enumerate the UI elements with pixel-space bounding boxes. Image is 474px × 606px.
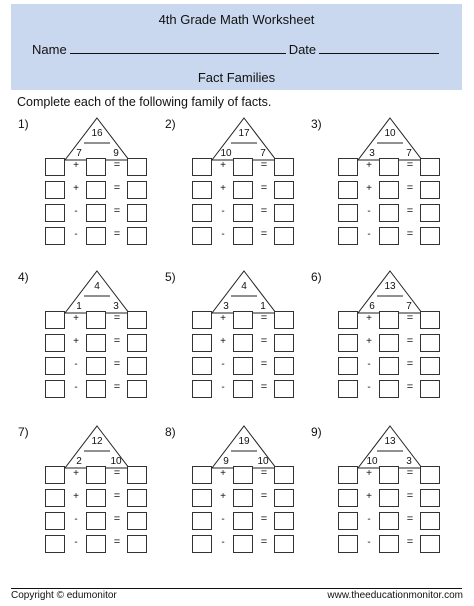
operator-sign: +: [220, 160, 226, 171]
equation-row: [338, 380, 448, 398]
answer-box[interactable]: [192, 181, 212, 199]
answer-box[interactable]: [233, 489, 253, 507]
operator-sign: -: [74, 359, 78, 370]
equals-sign: =: [113, 467, 121, 479]
equation-row: [192, 466, 302, 484]
fact-family-problem: [165, 270, 315, 405]
answer-box[interactable]: [45, 380, 65, 398]
equation-row: [45, 334, 155, 352]
equals-sign: =: [260, 228, 268, 240]
answer-box[interactable]: [420, 204, 440, 222]
answer-box[interactable]: [127, 227, 147, 245]
answer-box[interactable]: [379, 357, 399, 375]
equation-row: [45, 512, 155, 530]
equals-sign: =: [260, 335, 268, 347]
answer-box[interactable]: [192, 334, 212, 352]
equation-row: [338, 158, 448, 176]
operator-sign: -: [74, 537, 78, 548]
triangle-left-number: 9: [223, 456, 229, 467]
operator-sign: +: [73, 468, 79, 479]
answer-box[interactable]: [45, 489, 65, 507]
operator-sign: -: [367, 229, 371, 240]
equals-sign: =: [113, 228, 121, 240]
answer-box[interactable]: [274, 512, 294, 530]
fact-family-problem: [18, 117, 168, 252]
answer-box[interactable]: [45, 334, 65, 352]
answer-box[interactable]: [127, 158, 147, 176]
operator-sign: +: [220, 183, 226, 194]
operator-sign: -: [367, 382, 371, 393]
operator-sign: -: [221, 514, 225, 525]
equation-row: [45, 357, 155, 375]
equation-row: [45, 204, 155, 222]
answer-box[interactable]: [379, 512, 399, 530]
equals-sign: =: [113, 513, 121, 525]
answer-box[interactable]: [338, 535, 358, 553]
answer-box[interactable]: [420, 535, 440, 553]
answer-box[interactable]: [379, 227, 399, 245]
triangle-top-number: 13: [384, 281, 396, 292]
fact-family-problem: [165, 117, 315, 252]
equals-sign: =: [406, 228, 414, 240]
answer-box[interactable]: [127, 380, 147, 398]
equals-sign: =: [406, 536, 414, 548]
equals-sign: =: [113, 182, 121, 194]
equation-row: [192, 357, 302, 375]
answer-box[interactable]: [338, 158, 358, 176]
answer-box[interactable]: [379, 181, 399, 199]
answer-box[interactable]: [233, 334, 253, 352]
answer-box[interactable]: [233, 158, 253, 176]
answer-box[interactable]: [338, 311, 358, 329]
answer-box[interactable]: [45, 181, 65, 199]
operator-sign: -: [221, 229, 225, 240]
equals-sign: =: [406, 467, 414, 479]
footer-url[interactable]: www.theeducationmonitor.com: [327, 590, 463, 601]
answer-box[interactable]: [274, 204, 294, 222]
answer-box[interactable]: [233, 535, 253, 553]
answer-box[interactable]: [420, 489, 440, 507]
answer-box[interactable]: [192, 466, 212, 484]
triangle-left-number: 7: [76, 148, 82, 159]
triangle-left-number: 2: [76, 456, 82, 467]
answer-box[interactable]: [45, 158, 65, 176]
answer-box[interactable]: [379, 535, 399, 553]
footer-divider: [11, 588, 462, 589]
triangle-left-number: 6: [369, 301, 375, 312]
equals-sign: =: [406, 159, 414, 171]
triangle-top-number: 12: [91, 436, 103, 447]
equals-sign: =: [260, 205, 268, 217]
answer-box[interactable]: [127, 489, 147, 507]
equation-row: [45, 535, 155, 553]
footer-copyright: Copyright © edumonitor: [11, 590, 117, 601]
equals-sign: =: [260, 490, 268, 502]
answer-box[interactable]: [338, 334, 358, 352]
operator-sign: +: [366, 491, 372, 502]
answer-box[interactable]: [274, 181, 294, 199]
answer-box[interactable]: [127, 512, 147, 530]
operator-sign: +: [220, 336, 226, 347]
answer-box[interactable]: [86, 466, 106, 484]
answer-box[interactable]: [127, 466, 147, 484]
answer-box[interactable]: [420, 311, 440, 329]
triangle-right-number: 7: [406, 148, 412, 159]
equals-sign: =: [113, 312, 121, 324]
answer-box[interactable]: [192, 357, 212, 375]
answer-box[interactable]: [274, 489, 294, 507]
answer-box[interactable]: [127, 181, 147, 199]
answer-box[interactable]: [192, 227, 212, 245]
triangle-left-number: 3: [223, 301, 229, 312]
answer-box[interactable]: [86, 512, 106, 530]
fact-family-problem: [18, 425, 168, 560]
triangle-right-number: 10: [110, 456, 122, 467]
operator-sign: +: [73, 313, 79, 324]
name-date-line: [32, 42, 439, 57]
answer-box[interactable]: [192, 311, 212, 329]
triangle-right-number: 7: [260, 148, 266, 159]
answer-box[interactable]: [420, 158, 440, 176]
triangle-right-number: 10: [257, 456, 269, 467]
equals-sign: =: [406, 205, 414, 217]
answer-box[interactable]: [379, 334, 399, 352]
equals-sign: =: [406, 381, 414, 393]
triangle-left-number: 1: [76, 301, 82, 312]
triangle-top-number: 17: [238, 128, 250, 139]
answer-box[interactable]: [192, 489, 212, 507]
worksheet-title: 4th Grade Math Worksheet: [158, 12, 315, 27]
answer-box[interactable]: [86, 535, 106, 553]
answer-box[interactable]: [45, 204, 65, 222]
problem-number: 3): [311, 117, 322, 131]
operator-sign: +: [366, 468, 372, 479]
answer-box[interactable]: [127, 535, 147, 553]
equation-row: [45, 181, 155, 199]
answer-box[interactable]: [274, 334, 294, 352]
date-label: Date: [288, 42, 317, 57]
operator-sign: +: [220, 468, 226, 479]
answer-box[interactable]: [420, 512, 440, 530]
equals-sign: =: [113, 536, 121, 548]
triangle-top-number: 10: [384, 128, 396, 139]
equals-sign: =: [260, 182, 268, 194]
operator-sign: +: [366, 336, 372, 347]
equation-row: [45, 466, 155, 484]
problem-number: 6): [311, 270, 322, 284]
answer-box[interactable]: [45, 466, 65, 484]
triangle-right-number: 3: [113, 301, 119, 312]
operator-sign: -: [221, 537, 225, 548]
equation-row: [192, 512, 302, 530]
operator-sign: +: [220, 491, 226, 502]
answer-box[interactable]: [338, 466, 358, 484]
equation-row: [45, 311, 155, 329]
equals-sign: =: [113, 159, 121, 171]
answer-box[interactable]: [86, 334, 106, 352]
answer-box[interactable]: [233, 204, 253, 222]
problem-number: 8): [165, 425, 176, 439]
problem-number: 2): [165, 117, 176, 131]
name-blank[interactable]: [70, 42, 286, 54]
equation-row: [45, 380, 155, 398]
triangle-top-number: 4: [94, 281, 100, 292]
triangle-top-number: 19: [238, 436, 250, 447]
answer-box[interactable]: [86, 204, 106, 222]
triangle-top-number: 13: [384, 436, 396, 447]
operator-sign: -: [367, 359, 371, 370]
operator-sign: +: [73, 160, 79, 171]
instructions: Complete each of the following family of facts.: [17, 95, 272, 109]
answer-box[interactable]: [338, 204, 358, 222]
answer-box[interactable]: [45, 311, 65, 329]
problem-number: 1): [18, 117, 29, 131]
equals-sign: =: [260, 358, 268, 370]
answer-box[interactable]: [192, 204, 212, 222]
triangle-right-number: 7: [406, 301, 412, 312]
equation-row: [45, 227, 155, 245]
triangle-top-number: 4: [241, 281, 247, 292]
operator-sign: -: [74, 229, 78, 240]
operator-sign: -: [221, 359, 225, 370]
answer-box[interactable]: [192, 380, 212, 398]
answer-box[interactable]: [45, 357, 65, 375]
equals-sign: =: [406, 513, 414, 525]
equation-row: [192, 535, 302, 553]
answer-box[interactable]: [233, 357, 253, 375]
equals-sign: =: [406, 182, 414, 194]
equals-sign: =: [113, 381, 121, 393]
answer-box[interactable]: [274, 227, 294, 245]
equation-row: [45, 489, 155, 507]
equals-sign: =: [260, 467, 268, 479]
answer-box[interactable]: [127, 204, 147, 222]
answer-box[interactable]: [274, 535, 294, 553]
equation-row: [192, 204, 302, 222]
triangle-left-number: 3: [369, 148, 375, 159]
answer-box[interactable]: [379, 158, 399, 176]
operator-sign: -: [367, 537, 371, 548]
answer-box[interactable]: [379, 489, 399, 507]
answer-box[interactable]: [192, 535, 212, 553]
answer-box[interactable]: [127, 357, 147, 375]
equation-row: [338, 227, 448, 245]
answer-box[interactable]: [420, 380, 440, 398]
answer-box[interactable]: [274, 466, 294, 484]
equals-sign: =: [260, 159, 268, 171]
fact-family-problem: [165, 425, 315, 560]
answer-box[interactable]: [274, 158, 294, 176]
answer-box[interactable]: [379, 204, 399, 222]
answer-box[interactable]: [86, 489, 106, 507]
answer-box[interactable]: [420, 357, 440, 375]
answer-box[interactable]: [338, 357, 358, 375]
equals-sign: =: [113, 205, 121, 217]
answer-box[interactable]: [338, 489, 358, 507]
problem-number: 5): [165, 270, 176, 284]
answer-box[interactable]: [420, 227, 440, 245]
equation-row: [192, 158, 302, 176]
equals-sign: =: [260, 381, 268, 393]
answer-box[interactable]: [45, 535, 65, 553]
operator-sign: -: [367, 206, 371, 217]
equation-row: [338, 466, 448, 484]
problem-number: 7): [18, 425, 29, 439]
operator-sign: -: [74, 382, 78, 393]
equation-row: [338, 357, 448, 375]
equation-row: [338, 181, 448, 199]
worksheet-header: [11, 4, 462, 90]
answer-box[interactable]: [86, 158, 106, 176]
answer-box[interactable]: [338, 380, 358, 398]
equation-row: [338, 311, 448, 329]
fact-family-problem: [311, 425, 461, 560]
answer-box[interactable]: [192, 512, 212, 530]
answer-box[interactable]: [233, 512, 253, 530]
equals-sign: =: [406, 335, 414, 347]
answer-box[interactable]: [420, 181, 440, 199]
equation-row: [192, 311, 302, 329]
operator-sign: +: [366, 313, 372, 324]
triangle-left-number: 10: [366, 456, 378, 467]
answer-box[interactable]: [274, 311, 294, 329]
operator-sign: +: [366, 160, 372, 171]
equation-row: [192, 181, 302, 199]
operator-sign: +: [220, 313, 226, 324]
operator-sign: +: [73, 336, 79, 347]
triangle-left-number: 10: [220, 148, 232, 159]
answer-box[interactable]: [45, 512, 65, 530]
triangle-right-number: 9: [113, 148, 119, 159]
equals-sign: =: [406, 358, 414, 370]
answer-box[interactable]: [233, 466, 253, 484]
answer-box[interactable]: [338, 512, 358, 530]
equals-sign: =: [260, 312, 268, 324]
operator-sign: -: [74, 206, 78, 217]
triangle-top-number: 16: [91, 128, 103, 139]
operator-sign: -: [367, 514, 371, 525]
fact-family-problem: [311, 117, 461, 252]
operator-sign: -: [221, 206, 225, 217]
equals-sign: =: [113, 490, 121, 502]
equals-sign: =: [113, 358, 121, 370]
answer-box[interactable]: [420, 334, 440, 352]
problem-number: 9): [311, 425, 322, 439]
equals-sign: =: [113, 335, 121, 347]
equation-row: [192, 334, 302, 352]
answer-box[interactable]: [86, 357, 106, 375]
equation-row: [192, 380, 302, 398]
equals-sign: =: [406, 490, 414, 502]
answer-box[interactable]: [233, 380, 253, 398]
answer-box[interactable]: [233, 181, 253, 199]
answer-box[interactable]: [379, 380, 399, 398]
equation-row: [192, 227, 302, 245]
answer-box[interactable]: [45, 227, 65, 245]
equals-sign: =: [260, 513, 268, 525]
operator-sign: +: [73, 491, 79, 502]
equation-row: [338, 489, 448, 507]
equals-sign: =: [260, 536, 268, 548]
answer-box[interactable]: [274, 357, 294, 375]
date-blank[interactable]: [319, 42, 439, 54]
name-label: Name: [32, 42, 67, 57]
fact-family-problem: [311, 270, 461, 405]
equation-row: [338, 334, 448, 352]
operator-sign: -: [74, 514, 78, 525]
equation-row: [338, 204, 448, 222]
answer-box[interactable]: [127, 334, 147, 352]
answer-box[interactable]: [127, 311, 147, 329]
equals-sign: =: [406, 312, 414, 324]
equation-row: [338, 512, 448, 530]
problem-number: 4): [18, 270, 29, 284]
answer-box[interactable]: [86, 311, 106, 329]
answer-box[interactable]: [86, 380, 106, 398]
triangle-right-number: 3: [406, 456, 412, 467]
triangle-right-number: 1: [260, 301, 266, 312]
answer-box[interactable]: [338, 227, 358, 245]
fact-family-problem: [18, 270, 168, 405]
answer-box[interactable]: [233, 311, 253, 329]
answer-box[interactable]: [86, 227, 106, 245]
equation-row: [45, 158, 155, 176]
answer-box[interactable]: [379, 466, 399, 484]
operator-sign: +: [366, 183, 372, 194]
answer-box[interactable]: [338, 181, 358, 199]
answer-box[interactable]: [86, 181, 106, 199]
equation-row: [338, 535, 448, 553]
operator-sign: -: [221, 382, 225, 393]
answer-box[interactable]: [233, 227, 253, 245]
answer-box[interactable]: [192, 158, 212, 176]
answer-box[interactable]: [420, 466, 440, 484]
worksheet-subtitle: Fact Families: [197, 70, 276, 85]
operator-sign: +: [73, 183, 79, 194]
answer-box[interactable]: [379, 311, 399, 329]
equation-row: [192, 489, 302, 507]
answer-box[interactable]: [274, 380, 294, 398]
